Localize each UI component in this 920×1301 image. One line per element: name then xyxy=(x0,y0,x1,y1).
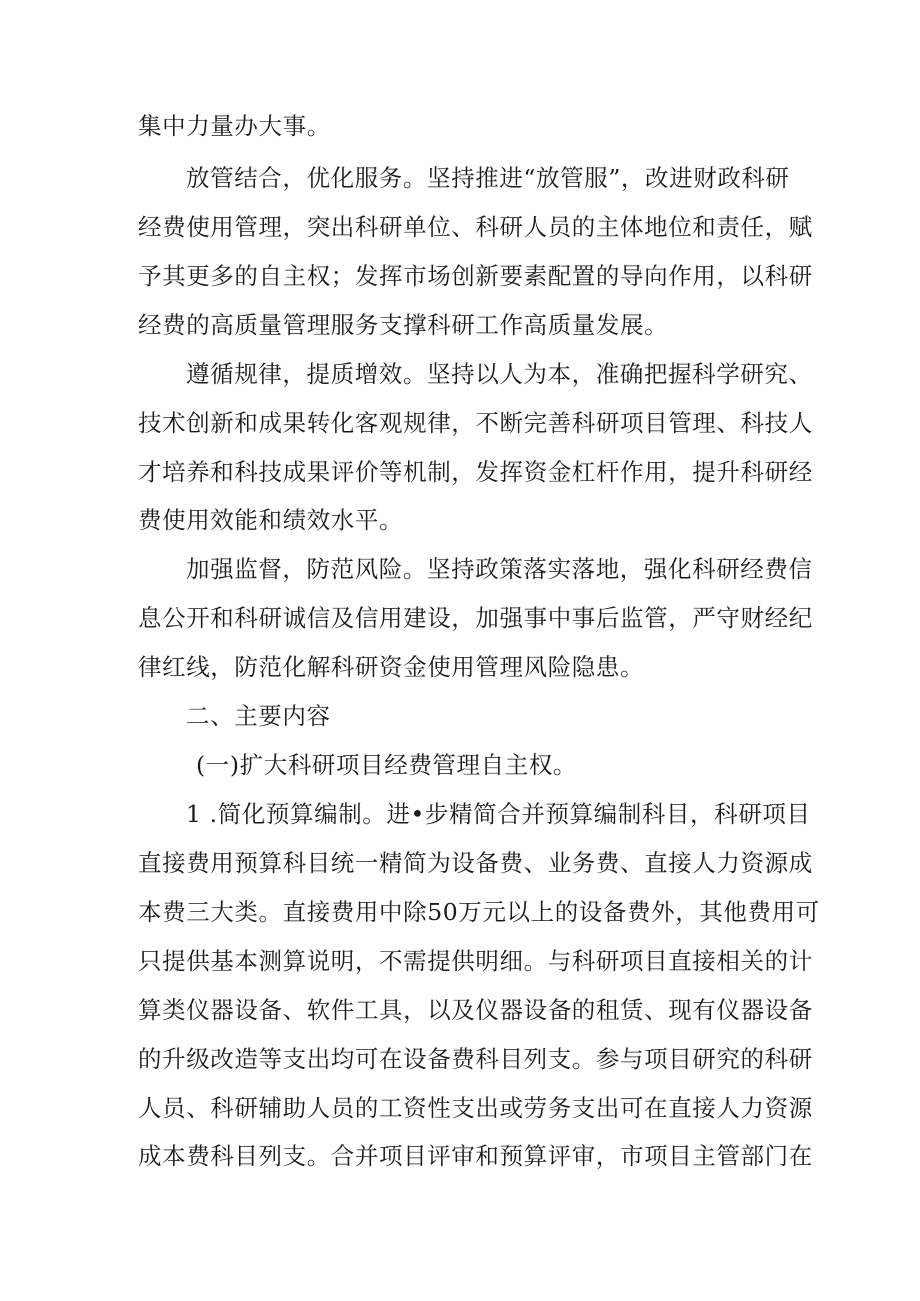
text-line: 予其更多的自主权；发挥市场创新要素配置的导向作用，以科研 xyxy=(138,262,813,290)
text-line: 本费三大类。直接费用中除50万元以上的设备费外，其他费用可 xyxy=(138,898,820,926)
paragraph-heading-line: 加强监督，防范风险。坚持政策落实落地，强化科研经费信 xyxy=(186,555,813,583)
text-line: 只提供基本测算说明，不需提供明细。与科研项目直接相关的计 xyxy=(138,947,813,975)
text-line: 费使用效能和绩效水平。 xyxy=(138,506,404,534)
text-line: 人员、科研辅助人员的工资性支出或劳务支出可在直接人力资源 xyxy=(138,1094,813,1122)
text-line: 成本费科目列支。合并项目评审和预算评审，市项目主管部门在 xyxy=(138,1142,813,1170)
text-line: 经费的高质量管理服务支撑科研工作高质量发展。 xyxy=(138,311,669,339)
paragraph-heading-line: 放管结合，优化服务。坚持推进“放管服”，改进财政科研 xyxy=(186,164,790,192)
text-line: 律红线，防范化解科研资金使用管理风险隐患。 xyxy=(138,653,645,681)
subsection-heading: (一)扩大科研项目经费管理自主权。 xyxy=(196,751,578,779)
text-line: 才培养和科技成果评价等机制，发挥资金杠杆作用，提升科研经 xyxy=(138,458,813,486)
paragraph-heading-line: 遵循规律，提质增效。坚持以人为本，准确把握科学研究、 xyxy=(186,360,813,388)
text-line: 息公开和科研诚信及信用建设，加强事中事后监管，严守财经纪 xyxy=(138,604,813,632)
text-line: 技术创新和成果转化客观规律，不断完善科研项目管理、科技人 xyxy=(138,409,813,437)
text-line: 直接费用预算科目统一精简为设备费、业务费、直接人力资源成 xyxy=(138,849,813,877)
section-heading: 二、主要内容 xyxy=(186,702,331,730)
text-line: 经费使用管理，突出科研单位、科研人员的主体地位和责任，赋 xyxy=(138,213,813,241)
text-line: 的升级改造等支出均可在设备费科目列支。参与项目研究的科研 xyxy=(138,1045,813,1073)
text-line: 算类仪器设备、软件工具，以及仪器设备的租赁、现有仪器设备 xyxy=(138,996,813,1024)
paragraph-heading-line: 1 .简化预算编制。进•步精简合并预算编制科目，科研项目 xyxy=(186,800,811,828)
text-line-1: 集中力量办大事。 xyxy=(138,112,331,140)
